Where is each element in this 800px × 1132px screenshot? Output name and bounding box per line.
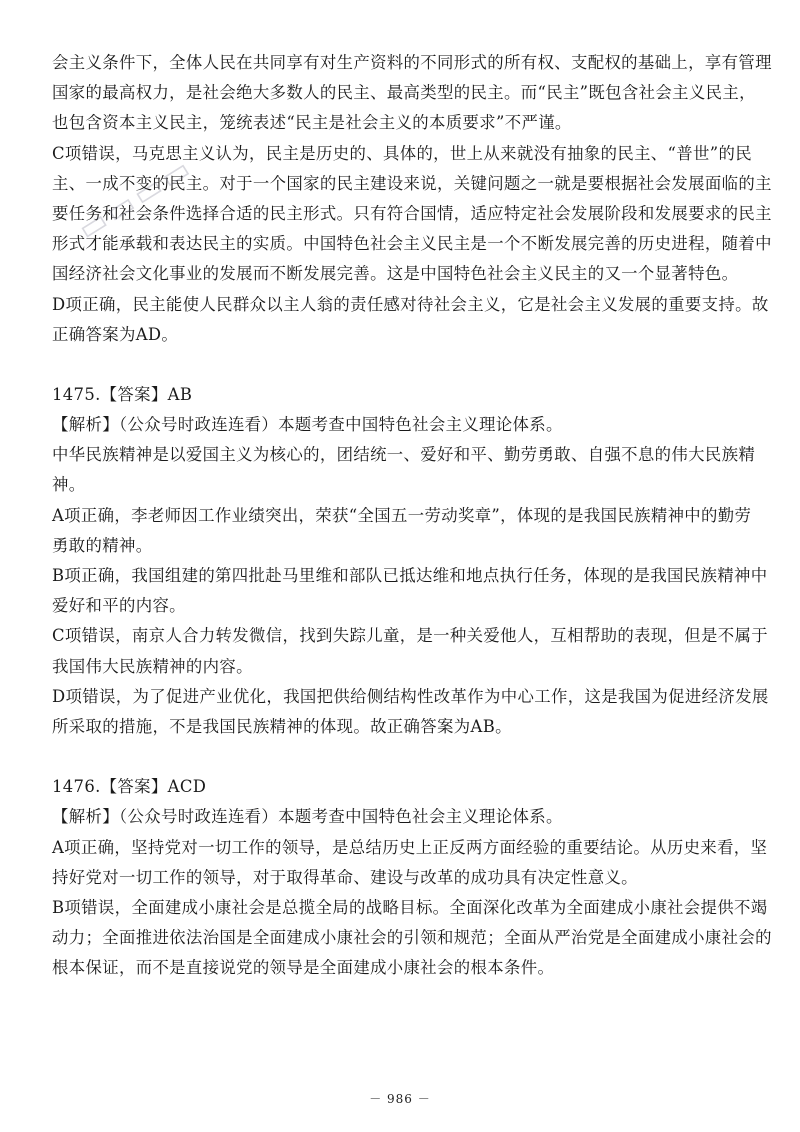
section-gap [52,350,762,380]
text-line: C项错误，马克思主义认为，民主是历史的、具体的，世上从来就没有抽象的民主、“普世”的民 [52,143,752,163]
text-line: 主、一成不变的民主。对于一个国家的民主建设来说，关键问题之一就是要根据社会发展面临的主 [52,173,772,193]
text-line: B项正确，我国组建的第四批赴马里维和部队已抵达维和地点执行任务，体现的是我国民族精神中 [52,566,768,585]
text-line: 勇敢的精神。 [52,535,153,555]
text-line: 神。 [52,475,86,495]
answer-heading: 1476.【答案】ACD [52,777,207,797]
text-line: D项正确，民主能使人民群众以主人翁的责任感对待社会主义，它是社会主义发展的重要支持。故 [52,294,769,314]
analysis-heading: 【解析】（公众号时政连连看）本题考查中国特色社会主义理论体系。 [52,415,563,435]
text-line: 也包含资本主义民主，笼统表述“民主是社会主义的本质要求”不严谨。 [52,113,572,133]
text-line: 根本保证，而不是直接说党的领导是全面建成小康社会的根本条件。 [52,958,555,978]
text-line: 正确答案为AD。 [52,324,179,344]
text-line: 国家的最高权力，是社会绝大多数人的民主、最高类型的民主。而“民主”既包含社会主义民主， [52,83,756,103]
question-1475-section [52,380,769,742]
text-line: 要任务和社会条件选择合适的民主形式。只有符合国情，适应特定社会发展阶段和发展要求的民主 [52,203,772,223]
text-line: 持好党对一切工作的领导，对于取得革命、建设与改革的成功具有决定性意义。 [52,867,638,887]
text-line: A项正确，坚持党对一切工作的领导，是总结历史上正反两方面经验的重要结论。从历史来看，坚 [52,837,768,857]
text-line: 会主义条件下，全体人民在共同享有对生产资料的不同形式的所有权、支配权的基础上，享有管理 [52,53,772,72]
section-gap [52,742,762,772]
text-line: 形式才能承载和表达民主的实质。中国特色社会主义民主是一个不断发展完善的历史进程，随着中 [52,234,772,254]
text-line: A项正确，李老师因工作业绩突出，荣获“全国五一劳动奖章”，体现的是我国民族精神中的勤劳 [52,505,752,525]
question-1476-section [52,772,772,983]
answer-heading: 1475.【答案】AB [52,384,193,404]
text-line: 我国伟大民族精神的内容。 [52,656,253,676]
text-line: 爱好和平的内容。 [52,596,186,616]
text-line: C项错误，南京人合力转发微信，找到失踪儿童，是一种关爱他人，互相帮助的表现，但是不属于 [52,626,768,646]
text-line: 所采取的措施，不是我国民族精神的体现。故正确答案为AB。 [52,716,512,736]
page-number: － 986 － [369,1092,431,1106]
text-line: B项错误，全面建成小康社会是总揽全局的战略目标。全面深化改革为全面建成小康社会提供不竭 [52,897,768,917]
text-line: 中华民族精神是以爱国主义为核心的，团结统一、爱好和平、勤劳勇敢、自强不息的伟大民族精 [52,445,756,465]
text-line: 国经济社会文化事业的发展而不断发展完善。这是中国特色社会主义民主的又一个显著特色。 [52,264,739,284]
analysis-heading: 【解析】（公众号时政连连看）本题考查中国特色社会主义理论体系。 [52,807,563,827]
watermark: ▭▭▭▭ [72,149,201,248]
text-line: 动力；全面推进依法治国是全面建成小康社会的引领和规范；全面从严治党是全面建成小康社会的 [52,928,772,948]
text-line: D项错误，为了促进产业优化，我国把供给侧结构性改革作为中心工作，这是我国为促进经济发展 [52,686,769,706]
